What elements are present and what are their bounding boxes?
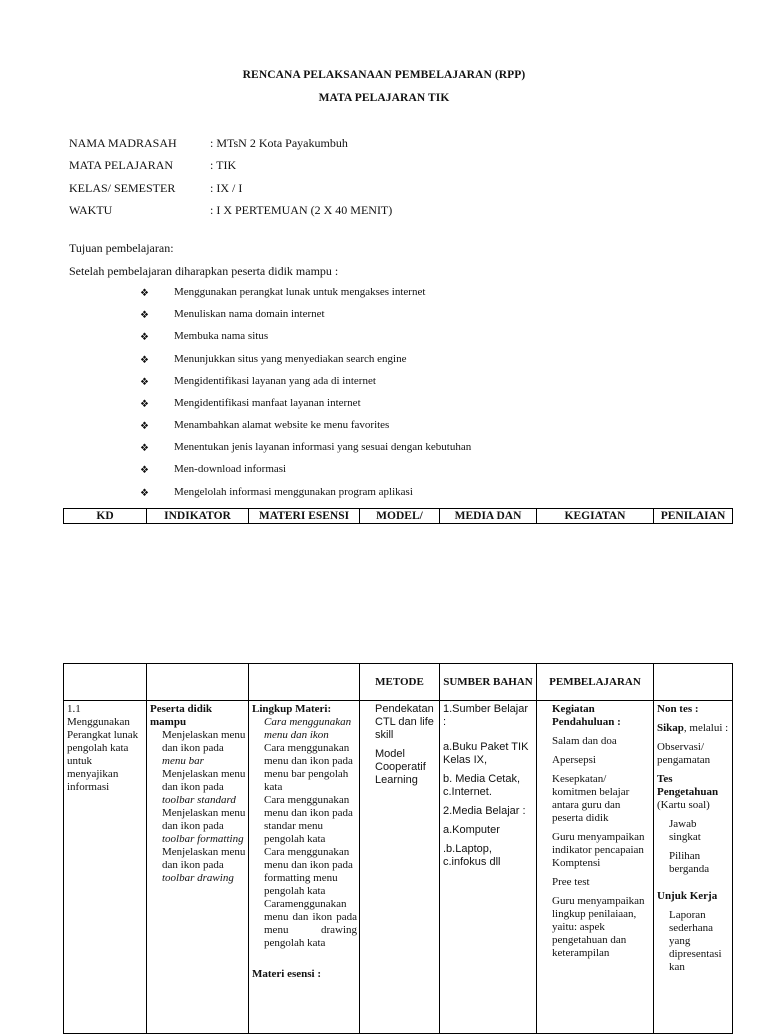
list-item: Caramenggunakan menu dan ikon pada menu drawing pengolah kata — [252, 898, 357, 950]
list-item: Menjelaskan menu dan ikon pada toolbar formatting — [150, 807, 246, 846]
objective-item: Mengelolah informasi menggunakan program aplikasi — [174, 486, 413, 498]
media-item: .b.Laptop, c.infokus dll — [443, 843, 501, 868]
cell-metode — [360, 701, 440, 1034]
header2-penilaian — [654, 664, 733, 701]
header-model: MODEL/ — [360, 509, 440, 524]
arrow-bullet-icon — [252, 742, 264, 755]
diamond-bullet-icon: ❖ — [140, 288, 149, 299]
objectives-intro: Setelah pembelajaran diharapkan peserta didik mampu : — [69, 264, 339, 278]
list-item: Pree test — [552, 876, 590, 888]
media-item: a.Komputer — [443, 824, 500, 836]
objective-item: Men-download informasi — [174, 463, 287, 475]
header2-kd — [64, 664, 147, 701]
document-subtitle: MATA PELAJARAN TIK — [318, 92, 450, 104]
diamond-bullet-icon: ❖ — [140, 332, 149, 343]
cell-indikator — [147, 701, 249, 1034]
indikator-heading: Peserta didik mampu — [150, 703, 213, 728]
materi-esensi-label: Materi esensi : — [252, 968, 322, 980]
list-item: Menjelaskan menu dan ikon pada menu bar — [150, 729, 246, 768]
nontes-label: Non tes : — [657, 703, 699, 715]
objective-item: Menentukan jenis layanan informasi yang sesuai dengan kebutuhan — [174, 441, 472, 453]
cell-media — [440, 701, 537, 1034]
header2-indikator — [147, 664, 249, 701]
list-item: Model Cooperatif Learning — [363, 748, 437, 787]
table-header-row-2 — [64, 664, 733, 701]
header-kegiatan: KEGIATAN — [537, 509, 654, 524]
arrow-bullet-icon — [252, 846, 264, 859]
header-materi: MATERI ESENSI — [249, 509, 360, 524]
arrow-bullet-icon — [150, 729, 162, 742]
media-item: 2.Media Belajar : — [443, 805, 526, 817]
list-item: Guru menyampaikan lingkup penilaiaan, yaitu: aspek pengetahuan dan keterampilan — [552, 895, 645, 959]
media-item: a.Buku Paket TIK Kelas IX, — [443, 741, 529, 766]
media-item: b. Media Cetak, c.Internet. — [443, 773, 521, 798]
kartu-text: (Kartu soal) — [657, 799, 710, 811]
observasi-text: Observasi/ pengamatan — [657, 741, 711, 766]
list-item: Cara menggunakan menu dan ikon — [252, 716, 357, 742]
list-item: Apersepsi — [552, 754, 596, 766]
arrow-bullet-icon — [150, 768, 162, 781]
cell-penilaian — [654, 701, 733, 1034]
list-item: Salam dan doa — [552, 735, 617, 747]
objective-item: Mengidentifikasi layanan yang ada di internet — [174, 375, 376, 387]
header-media: MEDIA DAN — [440, 509, 537, 524]
diamond-bullet-icon: ❖ — [140, 310, 149, 321]
media-item: 1.Sumber Belajar : — [443, 703, 528, 728]
list-item: Cara menggunakan menu dan ikon pada menu bar pengolah kata — [252, 742, 357, 794]
materi-heading: Lingkup Materi: — [252, 703, 332, 715]
objective-item: Menunjukkan situs yang menyediakan search engine — [174, 353, 407, 365]
cell-kegiatan — [537, 701, 654, 1034]
diamond-bullet-icon: ❖ — [140, 377, 149, 388]
info-label-madrasah: NAMA MADRASAH — [69, 136, 177, 150]
list-item: Cara menggunakan menu dan ikon pada formatting menu pengolah kata — [252, 846, 357, 898]
header2-sumber-bahan: SUMBER BAHAN — [440, 664, 537, 701]
diamond-bullet-icon: ❖ — [140, 443, 149, 454]
list-item: Cara menggunakan menu dan ikon pada standar menu pengolah kata — [252, 794, 357, 846]
list-item: Jawab singkat — [669, 818, 701, 843]
kegiatan-heading: Kegiatan Pendahuluan : — [552, 703, 621, 728]
kd-text: 1.1 Menggunakan Perangkat lunak pengolah kata untuk menyajikan informasi — [67, 703, 139, 793]
arrow-bullet-icon — [150, 807, 162, 820]
info-value-waktu: : I X PERTEMUAN (2 X 40 MENIT) — [210, 203, 393, 217]
list-item: Pilihan berganda — [669, 850, 710, 875]
cell-kd — [64, 701, 147, 1034]
arrow-bullet-icon — [252, 716, 264, 729]
objective-item: Menuliskan nama domain internet — [174, 308, 325, 320]
diamond-bullet-icon: ❖ — [140, 399, 149, 410]
arrow-bullet-icon — [252, 898, 264, 911]
objective-item: Menambahkan alamat website ke menu favorites — [174, 419, 390, 431]
table-row — [64, 701, 733, 1034]
info-label-kelas: KELAS/ SEMESTER — [69, 181, 176, 195]
header-indikator: INDIKATOR — [147, 509, 249, 524]
cell-materi — [249, 701, 360, 1034]
arrow-bullet-icon — [150, 846, 162, 859]
list-item: Laporan sederhana yang dipresentasi kan — [669, 909, 722, 973]
objective-item: Mengidentifikasi manfaat layanan internet — [174, 397, 361, 409]
diamond-bullet-icon: ❖ — [140, 355, 149, 366]
bullet-dot-icon — [363, 703, 375, 716]
info-value-madrasah: : MTsN 2 Kota Payakumbuh — [210, 136, 348, 150]
sikap-line: Sikap, melalui : — [657, 722, 729, 734]
list-item: Menjelaskan menu dan ikon pada toolbar drawing — [150, 846, 246, 885]
bullet-dot-icon — [363, 748, 375, 761]
objective-item: Membuka nama situs — [174, 330, 269, 342]
diamond-bullet-icon: ❖ — [140, 421, 149, 432]
info-value-mapel: : TIK — [210, 158, 237, 172]
document-title: RENCANA PELAKSANAAN PEMBELAJARAN (RPP) — [242, 69, 526, 81]
list-item: Kesepkatan/ komitmen belajar antara guru dan peserta didik — [552, 773, 630, 824]
info-value-kelas: : IX / I — [210, 181, 243, 195]
header-kd: KD — [64, 509, 147, 524]
list-item: Menjelaskan menu dan ikon pada toolbar standard — [150, 768, 246, 807]
list-item: Guru menyampaikan indikator pencapaian Komptensi — [552, 831, 645, 869]
objectives-heading: Tujuan pembelajaran: — [69, 241, 174, 255]
unjuk-kerja-label: Unjuk Kerja — [657, 890, 718, 902]
objective-item: Menggunakan perangkat lunak untuk mengakses internet — [174, 286, 426, 298]
header2-metode: METODE — [360, 664, 440, 701]
info-label-mapel: MATA PELAJARAN — [69, 158, 174, 172]
header2-pembelajaran: PEMBELAJARAN — [537, 664, 654, 701]
diamond-bullet-icon: ❖ — [140, 465, 149, 476]
arrow-bullet-icon — [252, 794, 264, 807]
info-label-waktu: WAKTU — [69, 203, 113, 217]
list-item: Pendekatan CTL dan life skill — [363, 703, 437, 742]
header2-materi — [249, 664, 360, 701]
lesson-plan-table — [63, 663, 733, 1034]
diamond-bullet-icon: ❖ — [140, 488, 149, 499]
table-header-page-1 — [63, 508, 733, 524]
tes-label: Tes Pengetahuan — [657, 773, 719, 798]
header-penilaian: PENILAIAN — [654, 509, 733, 524]
